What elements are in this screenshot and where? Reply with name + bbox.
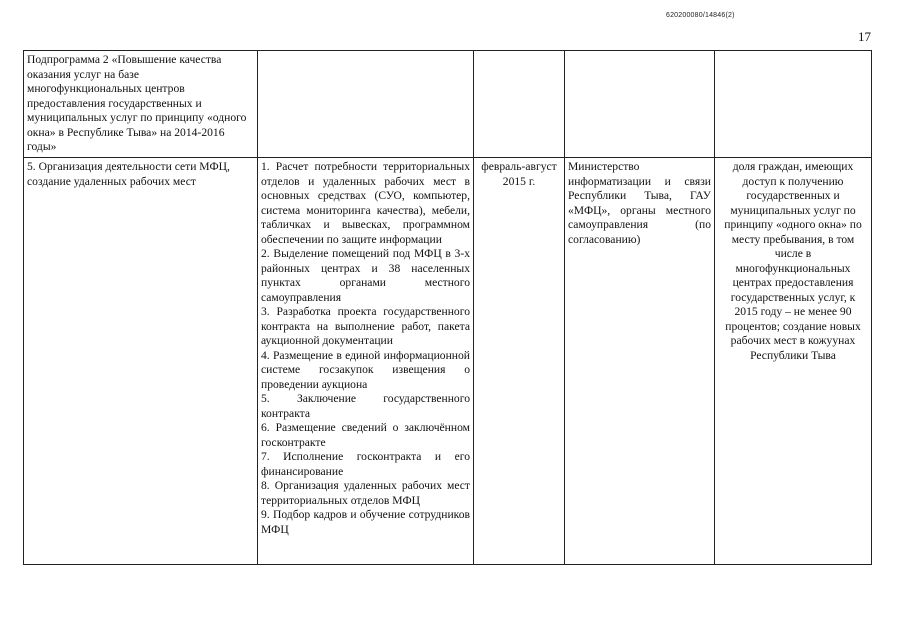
responsible-cell — [565, 158, 715, 565]
activities-cell — [258, 158, 474, 565]
activity-item: 5. Заключение государственного контракта — [261, 392, 470, 420]
subprogram-row — [24, 51, 872, 158]
measure-text: 5. Организация деятельности сети МФЦ, создание удаленных рабочих мест — [27, 160, 230, 188]
measure-cell — [24, 158, 258, 565]
activity-item: 4. Размещение в единой информационной системе госзакупок извещения о проведении аукциона — [261, 348, 470, 391]
empty-cell — [258, 51, 474, 158]
document-id: 620200080/14846(2) — [666, 12, 735, 19]
activity-item: 7. Исполнение госконтракта и его финансирование — [261, 450, 470, 478]
activity-item: 9. Подбор кадров и обучение сотрудников МФЦ — [261, 508, 470, 536]
activity-item: 8. Организация удаленных рабочих мест территориальных отделов МФЦ — [261, 479, 470, 507]
activity-item: 6. Размещение сведений о заключённом госконтракте — [261, 421, 470, 449]
empty-cell — [565, 51, 715, 158]
empty-cell — [474, 51, 565, 158]
empty-cell — [715, 51, 872, 158]
responsible-text: Министерство информатизации и связи Республики Тыва, ГАУ «МФЦ», органы местного самоуправления (по согласованию) — [568, 160, 711, 246]
result-cell — [715, 158, 872, 565]
result-text: доля граждан, имеющих доступ к получению государственных и муниципальных услуг по принципу «одного окна» по месту пребывания, в том числе в многофункциональных центрах предоставления государственных услуг, к 2015 году – не менее 90 процентов; создание новых рабочих мест в кожуунах Республики Тыва — [724, 160, 862, 362]
subprogram-title: Подпрограмма 2 «Повышение качества оказания услуг на базе многофункциональных центров предоставления государственных и муниципальных услуг по принципу «одного окна» в Республике Тыва» на 2014-2016 годы» — [27, 53, 247, 153]
term-cell — [474, 158, 565, 565]
activity-item: 2. Выделение помещений под МФЦ в 3-х районных центрах и 38 населенных пунктах органами местного самоуправления — [261, 247, 470, 304]
measure-row — [24, 158, 872, 565]
term-text: февраль-август 2015 г. — [481, 160, 557, 188]
page-number: 17 — [858, 29, 871, 44]
plan-table — [23, 50, 872, 565]
subprogram-title-cell — [24, 51, 258, 158]
activity-item: 1. Расчет потребности территориальных отделов и удаленных рабочих мест в основных средствах (СУО, компьютер, система мониторинга качества), мебели, табличках и вывесках, программном обеспечении по защите информации — [261, 160, 470, 246]
activity-item: 3. Разработка проекта государственного контракта на выполнение работ, пакета аукционной документации — [261, 305, 470, 347]
